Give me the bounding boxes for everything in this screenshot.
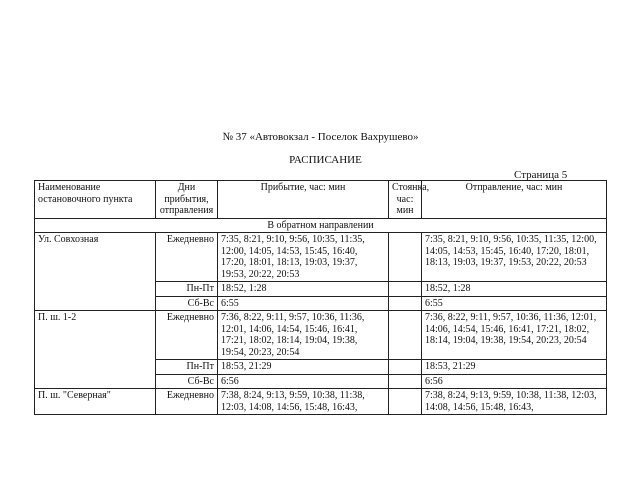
arrival-times: 7:38, 8:24, 9:13, 9:59, 10:38, 11:38, 12:03, 14:08, 14:56, 15:48, 16:43, xyxy=(218,389,389,415)
column-header-days: Дни прибытия, отправления xyxy=(156,181,218,219)
days-cell: Пн-Пт xyxy=(156,360,218,375)
column-header-stay: Стоянка, час: мин xyxy=(389,181,422,219)
stay-cell xyxy=(389,282,422,297)
table-row xyxy=(35,233,607,282)
days-cell: Сб-Вс xyxy=(156,296,218,311)
stay-cell xyxy=(389,360,422,375)
document-heading: РАСПИСАНИЕ xyxy=(289,154,362,166)
route-title: № 37 «Автовокзал - Поселок Вахрушево» xyxy=(222,131,419,143)
departure-times: 18:52, 1:28 xyxy=(422,282,607,297)
arrival-times: 18:52, 1:28 xyxy=(218,282,389,297)
arrival-times: 7:36, 8:22, 9:11, 9:57, 10:36, 11:36, 12:01, 14:06, 14:54, 15:46, 16:41, 17:21, 18:02, 18:14, 19:04, 19:38, 19:54, 20:23, 20:54 xyxy=(218,311,389,360)
arrival-times: 6:55 xyxy=(218,296,389,311)
stay-cell xyxy=(389,389,422,415)
days-cell: Сб-Вс xyxy=(156,374,218,389)
arrival-times: 18:53, 21:29 xyxy=(218,360,389,375)
stop-name: П. ш. 1-2 xyxy=(35,311,156,389)
stay-cell xyxy=(389,296,422,311)
arrival-times: 7:35, 8:21, 9:10, 9:56, 10:35, 11:35, 12:00, 14:05, 14:53, 15:45, 16:40, 17:20, 18:01, 18:13, 19:03, 19:37, 19:53, 20:22, 20:53 xyxy=(218,233,389,282)
departure-times: 6:56 xyxy=(422,374,607,389)
column-header-stop: Наименование остановочного пункта xyxy=(35,181,156,219)
days-cell: Ежедневно xyxy=(156,311,218,360)
days-cell: Пн-Пт xyxy=(156,282,218,297)
departure-times: 18:53, 21:29 xyxy=(422,360,607,375)
column-header-arrival: Прибытие, час: мин xyxy=(218,181,389,219)
departure-times: 6:55 xyxy=(422,296,607,311)
table-row xyxy=(35,389,607,415)
days-cell: Ежедневно xyxy=(156,233,218,282)
days-cell: Ежедневно xyxy=(156,389,218,415)
schedule-header xyxy=(35,181,607,219)
stop-name: Ул. Совхозная xyxy=(35,233,156,311)
stay-cell xyxy=(389,311,422,360)
stay-cell xyxy=(389,233,422,282)
table-row xyxy=(35,311,607,360)
direction-row xyxy=(35,218,607,233)
departure-times: 7:38, 8:24, 9:13, 9:59, 10:38, 11:38, 12:03, 14:08, 14:56, 15:48, 16:43, xyxy=(422,389,607,415)
departure-times: 7:35, 8:21, 9:10, 9:56, 10:35, 11:35, 12:00, 14:05, 14:53, 15:45, 16:40, 17:20, 18:01, 18:13, 19:03, 19:37, 19:53, 20:22, 20:53 xyxy=(422,233,607,282)
stay-cell xyxy=(389,374,422,389)
column-header-departure: Отправление, час: мин xyxy=(422,181,607,219)
schedule-table xyxy=(34,180,607,415)
schedule-body xyxy=(35,218,607,415)
arrival-times: 6:56 xyxy=(218,374,389,389)
departure-times: 7:36, 8:22, 9:11, 9:57, 10:36, 11:36, 12:01, 14:06, 14:54, 15:46, 16:41, 17:21, 18:02, 18:14, 19:04, 19:38, 19:54, 20:23, 20:54 xyxy=(422,311,607,360)
page-number: Страница 5 xyxy=(514,169,568,181)
stop-name: П. ш. "Северная" xyxy=(35,389,156,415)
direction-label: В обратном направлении xyxy=(35,218,607,233)
